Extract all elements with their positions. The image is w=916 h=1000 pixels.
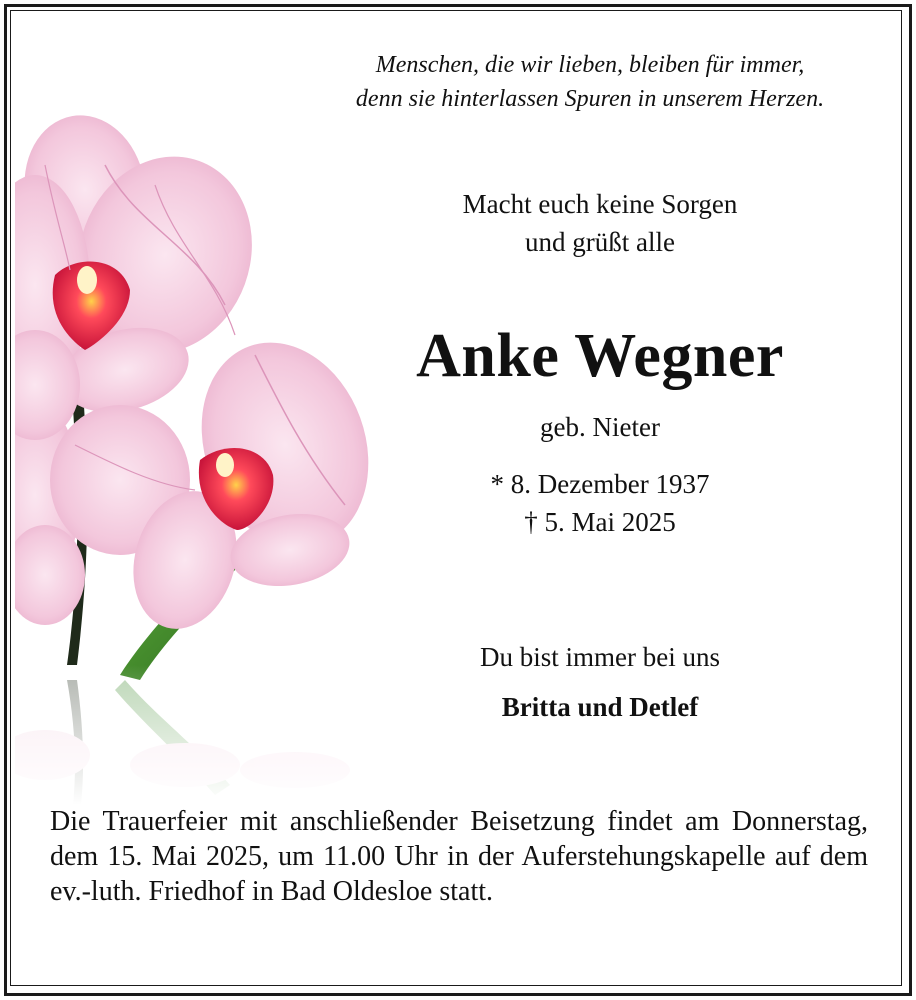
closing-line: Du bist immer bei uns: [480, 642, 720, 672]
intro-line-1: Macht euch keine Sorgen: [462, 189, 738, 219]
quote-line-1: Menschen, die wir lieben, bleiben für immer,: [375, 52, 805, 78]
intro-line-2: und grüßt alle: [525, 227, 675, 257]
memorial-quote: [330, 48, 850, 116]
birth-date: * 8. Dezember 1937: [490, 469, 710, 499]
maiden-name: geb. Nieter: [540, 412, 660, 442]
signers: Britta und Detlef: [501, 692, 699, 722]
orchid-illustration: [15, 105, 375, 805]
death-date: † 5. Mai 2025: [524, 507, 676, 537]
quote-line-2: denn sie hinterlassen Spuren in unserem Herzen.: [355, 86, 825, 112]
deceased-name: Anke Wegner: [416, 322, 784, 390]
intro-text: [360, 185, 840, 261]
life-dates: [360, 465, 840, 541]
funeral-notice: Die Trauerfeier mit anschließender Beisetzung findet am Donnerstag, dem 15. Mai 2025, um 11.00 Uhr in der Auferstehungskapelle auf dem ev.-luth. Friedhof in Bad Oldesloe statt.: [50, 806, 868, 907]
